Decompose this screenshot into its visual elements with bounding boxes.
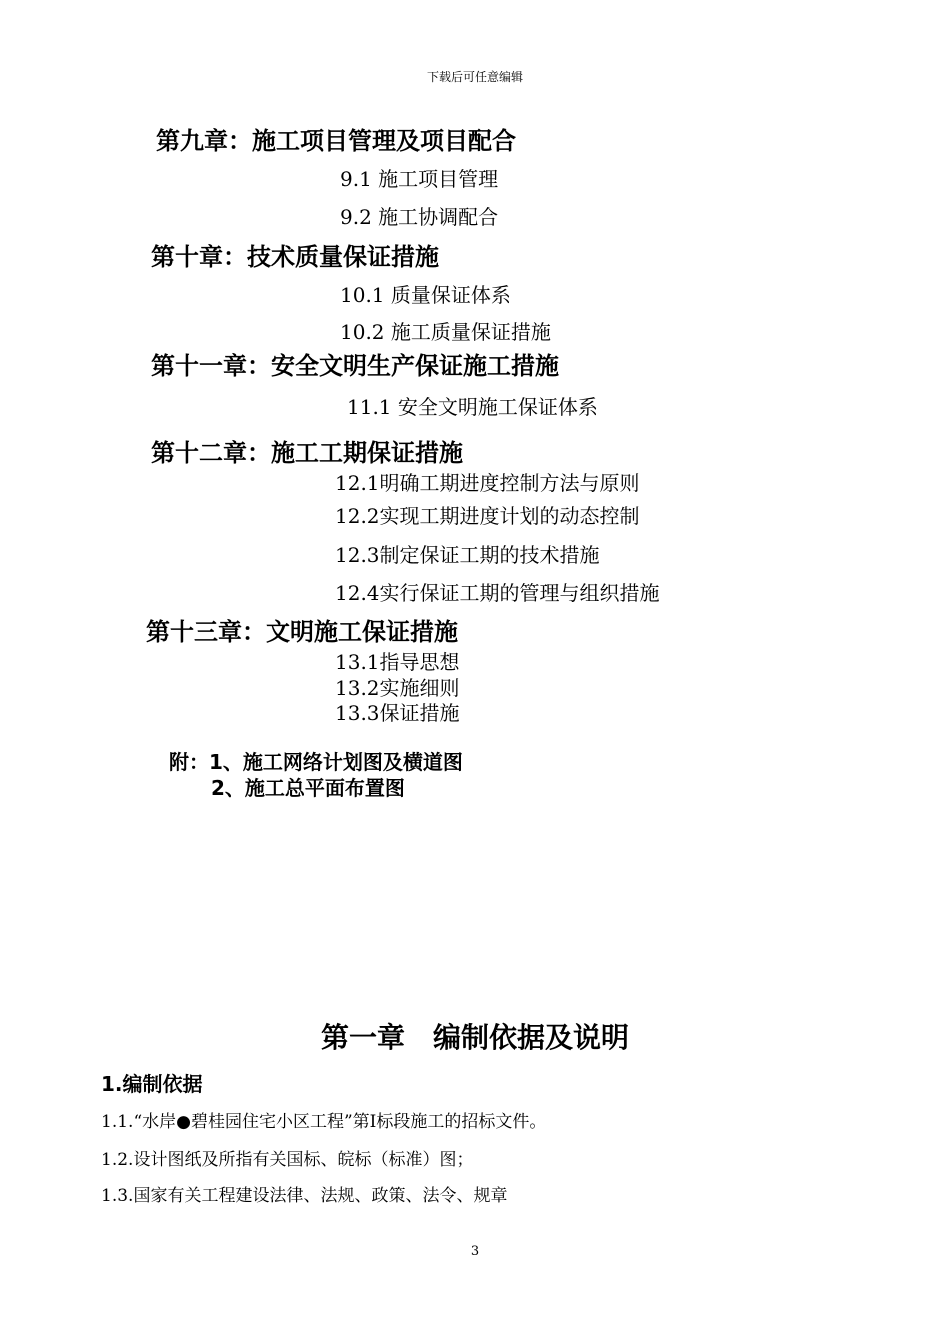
toc-section-12-4: 12.4实行保证工期的管理与组织措施 bbox=[335, 581, 660, 605]
appendix-line-2: 2、施工总平面布置图 bbox=[211, 776, 405, 800]
chapter-one-title: 第一章 编制依据及说明 bbox=[320, 1021, 629, 1054]
section-heading: 1.编制依据 bbox=[101, 1072, 203, 1096]
toc-section-13-3: 13.3保证措施 bbox=[335, 701, 460, 725]
page-header-note: 下载后可任意编辑 bbox=[426, 70, 523, 84]
appendix-line-1: 附：1、施工网络计划图及横道图 bbox=[169, 750, 463, 774]
toc-section-10-2: 10.2 施工质量保证措施 bbox=[340, 320, 551, 344]
toc-section-9-1: 9.1 施工项目管理 bbox=[340, 167, 499, 191]
body-item-2: 1.2.设计图纸及所指有关国标、皖标（标准）图； bbox=[101, 1150, 474, 1170]
toc-chapter-12: 第十二章：施工工期保证措施 bbox=[151, 439, 463, 467]
toc-chapter-9: 第九章：施工项目管理及项目配合 bbox=[156, 127, 516, 155]
body-item-3: 1.3.国家有关工程建设法律、法规、政策、法令、规章 bbox=[101, 1186, 508, 1206]
toc-chapter-10: 第十章：技术质量保证措施 bbox=[151, 243, 439, 271]
toc-section-12-2: 12.2实现工期进度计划的动态控制 bbox=[335, 504, 640, 528]
toc-section-12-1: 12.1明确工期进度控制方法与原则 bbox=[335, 471, 640, 495]
toc-chapter-11: 第十一章：安全文明生产保证施工措施 bbox=[151, 352, 559, 380]
toc-section-13-1: 13.1指导思想 bbox=[335, 650, 460, 674]
toc-section-9-2: 9.2 施工协调配合 bbox=[340, 205, 499, 229]
page-number: 3 bbox=[470, 1244, 480, 1259]
toc-section-12-3: 12.3制定保证工期的技术措施 bbox=[335, 543, 600, 567]
toc-section-13-2: 13.2实施细则 bbox=[335, 676, 460, 700]
toc-section-10-1: 10.1 质量保证体系 bbox=[340, 283, 511, 307]
body-item-1: 1.1.“水岸●碧桂园住宅小区工程”第Ⅰ标段施工的招标文件。 bbox=[101, 1112, 547, 1132]
toc-chapter-13: 第十三章：文明施工保证措施 bbox=[146, 618, 458, 646]
toc-section-11-1: 11.1 安全文明施工保证体系 bbox=[347, 395, 598, 419]
